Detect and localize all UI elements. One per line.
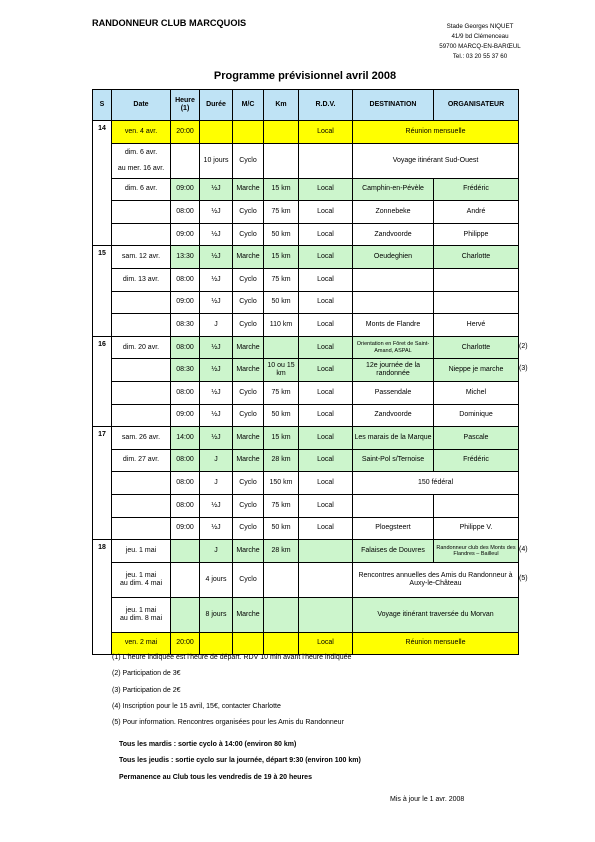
meeting-cell: Local [299,314,353,337]
duration-cell: ½J [200,201,233,224]
footnote: (2) Participation de 3€ [112,670,181,678]
date-cell [112,517,171,540]
meeting-cell: Local [299,381,353,404]
table-row [93,562,519,597]
mode-cell [233,632,264,655]
date-cell: jeu. 1 mai au dim. 4 mai [112,562,171,597]
destination-cell: 12e journée de la randonnée [353,359,434,382]
organizer-cell: Philippe V. [434,517,519,540]
table-row [93,268,519,291]
meeting-cell: Local [299,449,353,472]
meeting-cell [299,143,353,178]
distance-cell: 15 km [264,178,299,201]
duration-cell [200,121,233,144]
row-footnote-ref: (2) [519,342,528,350]
time-cell: 09:00 [171,404,200,427]
club-name: RANDONNEUR CLUB MARCQUOIS [92,18,247,28]
duration-cell: J [200,449,233,472]
mode-cell: Cyclo [233,291,264,314]
footnote: (5) Pour information. Rencontres organisées pour les Amis du Randonneur [112,719,344,727]
time-cell: 08:00 [171,268,200,291]
time-cell [171,143,200,178]
date-cell [112,494,171,517]
column-header: Km [264,90,299,121]
organizer-cell: Dominique [434,404,519,427]
row-footnote-ref: (3) [519,365,528,373]
duration-cell: ½J [200,291,233,314]
destination-cell: Zandvoorde [353,404,434,427]
meeting-cell: Local [299,121,353,144]
weekly-note: Tous les jeudis : sortie cyclo sur la journée, départ 9:30 (environ 100 km) [119,757,361,765]
destination-cell: Réunion mensuelle [353,632,519,655]
distance-cell: 50 km [264,404,299,427]
distance-cell [264,336,299,359]
time-cell: 08:30 [171,314,200,337]
time-cell [171,540,200,563]
mode-cell: Marche [233,597,264,632]
duration-cell: ½J [200,336,233,359]
week-number: 16 [93,336,112,426]
destination-cell: Camphin-en-Pévèle [353,178,434,201]
destination-cell: Zandvoorde [353,223,434,246]
duration-cell: ½J [200,246,233,269]
row-footnote-ref: (5) [519,574,528,582]
date-cell: ven. 2 mai [112,632,171,655]
week-number: 18 [93,540,112,655]
table-row [93,381,519,404]
weekly-note: Permanence au Club tous les vendredis de 19 à 20 heures [119,773,312,781]
table-row [93,472,519,495]
meeting-cell: Local [299,223,353,246]
mode-cell: Cyclo [233,404,264,427]
week-number: 17 [93,427,112,540]
meeting-cell: Local [299,472,353,495]
row-footnote-ref: (4) [519,545,528,553]
duration-cell: ½J [200,494,233,517]
time-cell: 14:00 [171,427,200,450]
week-number: 15 [93,246,112,336]
mode-cell: Marche [233,246,264,269]
date-cell [112,359,171,382]
mode-cell: Marche [233,359,264,382]
mode-cell: Cyclo [233,494,264,517]
time-cell: 08:00 [171,201,200,224]
update-date: Mis à jour le 1 avr. 2008 [390,796,465,803]
time-cell: 20:00 [171,121,200,144]
meeting-cell: Local [299,201,353,224]
table-row [93,632,519,655]
time-cell [171,562,200,597]
table-row [93,359,519,382]
date-cell: dim. 6 avr. au mer. 16 avr. [112,143,171,178]
duration-cell: ½J [200,359,233,382]
organizer-cell [434,291,519,314]
date-cell: dim. 13 avr. [112,268,171,291]
distance-cell: 50 km [264,223,299,246]
duration-cell: J [200,472,233,495]
mode-cell: Marche [233,449,264,472]
time-cell: 09:00 [171,178,200,201]
date-cell: jeu. 1 mai au dim. 8 mai [112,597,171,632]
footnotes [112,654,351,735]
table-row [93,449,519,472]
meeting-cell: Local [299,517,353,540]
date-cell [112,223,171,246]
organizer-cell: Charlotte [434,246,519,269]
distance-cell: 10 ou 15 km [264,359,299,382]
organizer-cell: Hervé [434,314,519,337]
address-line: Stade Georges NIQUET [446,23,514,30]
distance-cell [264,143,299,178]
meeting-cell: Local [299,291,353,314]
organizer-cell [434,494,519,517]
distance-cell: 75 km [264,381,299,404]
table-row [93,597,519,632]
club-address [420,22,540,62]
meeting-cell: Local [299,268,353,291]
time-cell: 20:00 [171,632,200,655]
distance-cell: 15 km [264,246,299,269]
date-cell: dim. 6 avr. [112,178,171,201]
organizer-cell: Frédéric [434,449,519,472]
meeting-cell [299,562,353,597]
address-line: Tel.: 03 20 55 37 60 [452,53,508,60]
destination-cell: Falaises de Douvres [353,540,434,563]
weekly-note: Tous les mardis : sortie cyclo à 14:00 (environ 80 km) [119,741,297,748]
time-cell: 13:30 [171,246,200,269]
destination-cell: 150 fédéral [353,472,519,495]
distance-cell [264,121,299,144]
distance-cell: 28 km [264,449,299,472]
organizer-cell: Nieppe je marche [434,359,519,382]
duration-cell: 8 jours [200,597,233,632]
duration-cell: ½J [200,427,233,450]
table-row [93,494,519,517]
mode-cell: Marche [233,178,264,201]
table-row [93,314,519,337]
address-line: 59700 MARCQ-EN-BARŒUL [439,43,521,50]
meeting-cell: Local [299,246,353,269]
program-table [92,89,519,655]
column-header: Durée [200,90,233,121]
column-header: ORGANISATEUR [434,90,519,121]
date-cell [112,314,171,337]
column-header: Date [112,90,171,121]
mode-cell: Marche [233,427,264,450]
table-row [93,178,519,201]
table-row [93,223,519,246]
duration-cell: ½J [200,381,233,404]
meeting-cell [299,597,353,632]
distance-cell [264,597,299,632]
duration-cell: ½J [200,223,233,246]
duration-cell: 10 jours [200,143,233,178]
footnote: (3) Participation de 2€ [112,686,181,694]
table-header-row [93,90,519,121]
duration-cell: ½J [200,517,233,540]
weekly-info [119,741,361,790]
organizer-cell: André [434,201,519,224]
mode-cell: Marche [233,336,264,359]
meeting-cell [299,540,353,563]
time-cell: 08:00 [171,381,200,404]
column-header: S [93,90,112,121]
destination-cell: Voyage itinérant Sud-Ouest [353,143,519,178]
mode-cell: Cyclo [233,201,264,224]
organizer-cell [434,268,519,291]
destination-cell [353,291,434,314]
mode-cell: Cyclo [233,143,264,178]
time-cell: 09:00 [171,291,200,314]
table-row [93,246,519,269]
date-cell [112,201,171,224]
table-row [93,427,519,450]
distance-cell: 15 km [264,427,299,450]
duration-cell [200,632,233,655]
mode-cell [233,121,264,144]
meeting-cell: Local [299,178,353,201]
destination-cell [353,494,434,517]
destination-cell: Oeudeghien [353,246,434,269]
page-title: Programme prévisionnel avril 2008 [213,70,397,82]
date-cell: dim. 20 avr. [112,336,171,359]
table-row [93,517,519,540]
column-header: R.D.V. [299,90,353,121]
destination-cell [353,268,434,291]
distance-cell: 110 km [264,314,299,337]
distance-cell: 150 km [264,472,299,495]
destination-cell: Monts de Flandre [353,314,434,337]
date-cell: jeu. 1 mai [112,540,171,563]
meeting-cell: Local [299,359,353,382]
destination-cell: Ploegsteert [353,517,434,540]
date-cell [112,404,171,427]
distance-cell: 28 km [264,540,299,563]
table-row [93,336,519,359]
duration-cell: 4 jours [200,562,233,597]
destination-cell: Zonnebeke [353,201,434,224]
organizer-cell: Charlotte [434,336,519,359]
meeting-cell: Local [299,427,353,450]
date-cell [112,381,171,404]
table-row [93,143,519,178]
column-header: DESTINATION [353,90,434,121]
duration-cell: ½J [200,178,233,201]
mode-cell: Cyclo [233,562,264,597]
time-cell: 08:00 [171,472,200,495]
time-cell: 09:00 [171,517,200,540]
table-row [93,201,519,224]
destination-cell: Rencontres annuelles des Amis du Randonneur à Auxy-le-Château [353,562,519,597]
destination-cell: Voyage itinérant traversée du Morvan [353,597,519,632]
duration-cell: J [200,314,233,337]
time-cell: 09:00 [171,223,200,246]
distance-cell [264,632,299,655]
date-cell: sam. 12 avr. [112,246,171,269]
time-cell: 08:30 [171,359,200,382]
destination-cell: Orientation en Fôret de Saint-Amand, ASPAL [353,336,434,359]
duration-cell: ½J [200,268,233,291]
destination-cell: Saint-Pol s/Ternoise [353,449,434,472]
address-line: 41/9 bd Clémenceau [451,33,509,40]
table-row [93,540,519,563]
column-header: M/C [233,90,264,121]
table-row [93,291,519,314]
time-cell: 08:00 [171,449,200,472]
date-cell: sam. 26 avr. [112,427,171,450]
mode-cell: Cyclo [233,314,264,337]
date-cell: ven. 4 avr. [112,121,171,144]
time-cell: 08:00 [171,336,200,359]
distance-cell: 75 km [264,268,299,291]
footnote: (4) Inscription pour le 15 avril, 15€, contacter Charlotte [112,702,281,710]
mode-cell: Cyclo [233,517,264,540]
date-cell [112,472,171,495]
destination-cell: Les marais de la Marque [353,427,434,450]
mode-cell: Cyclo [233,268,264,291]
distance-cell: 75 km [264,201,299,224]
date-cell [112,291,171,314]
time-cell: 08:00 [171,494,200,517]
destination-cell: Réunion mensuelle [353,121,519,144]
organizer-cell: Michel [434,381,519,404]
organizer-cell: Pascale [434,427,519,450]
distance-cell: 50 km [264,517,299,540]
column-header: Heure (1) [171,90,200,121]
duration-cell: ½J [200,404,233,427]
organizer-cell: Frédéric [434,178,519,201]
footnote: (1) L'heure indiquée est l'heure de départ. RDV 10 min avant l'heure indiquée [112,654,352,661]
table-row [93,121,519,144]
week-number: 14 [93,121,112,246]
meeting-cell: Local [299,336,353,359]
duration-cell: J [200,540,233,563]
time-cell [171,597,200,632]
mode-cell: Cyclo [233,472,264,495]
date-cell: dim. 27 avr. [112,449,171,472]
mode-cell: Cyclo [233,381,264,404]
table-row [93,404,519,427]
meeting-cell: Local [299,494,353,517]
meeting-cell: Local [299,404,353,427]
distance-cell: 75 km [264,494,299,517]
destination-cell: Passendale [353,381,434,404]
distance-cell: 50 km [264,291,299,314]
mode-cell: Cyclo [233,223,264,246]
organizer-cell: Philippe [434,223,519,246]
organizer-cell: Randonneur club des Monts des Flandres – Bailleul [434,540,519,563]
meeting-cell: Local [299,632,353,655]
mode-cell: Marche [233,540,264,563]
distance-cell [264,562,299,597]
